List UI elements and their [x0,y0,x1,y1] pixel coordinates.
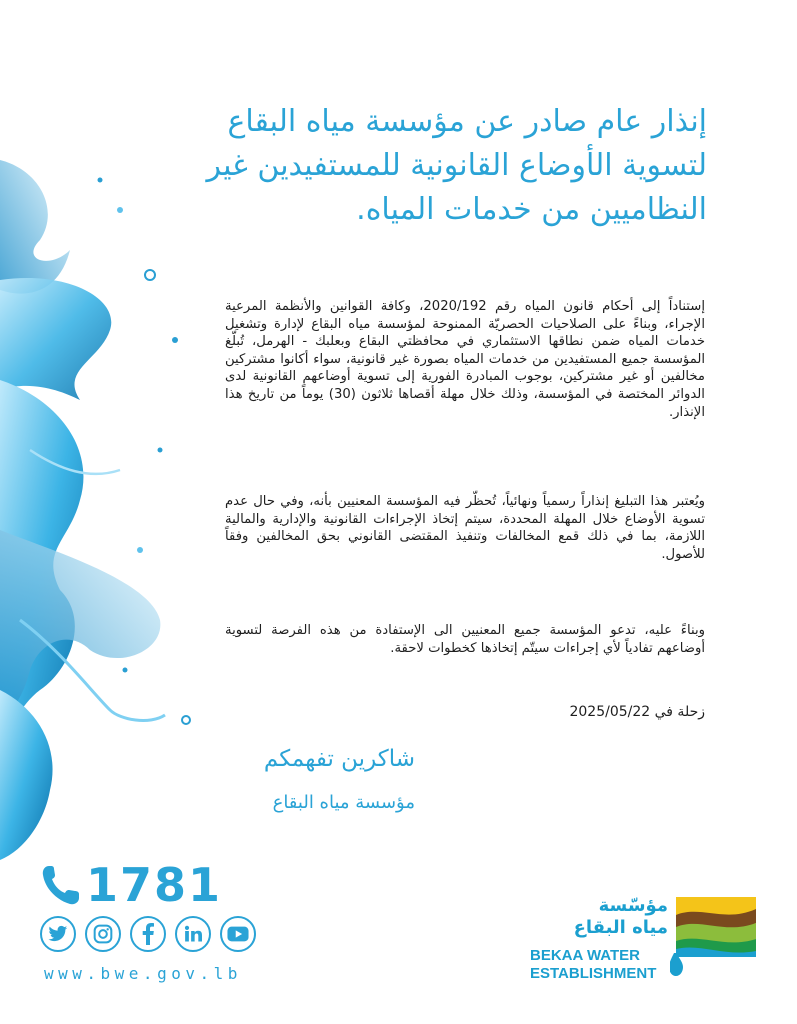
logo-english-line-1: BEKAA WATER [530,947,640,964]
logo-landscape-mark-icon [670,897,756,977]
logo-arabic-line-1: مؤسّسة [598,895,668,916]
bekaa-water-logo [528,895,758,990]
hotline-number: 1781 [86,858,223,912]
closing-organization: مؤسسة مياه البقاع [272,792,415,813]
logo-english-line-2: ESTABLISHMENT [530,965,657,982]
instagram-icon[interactable] [85,916,121,952]
phone-icon [40,863,82,907]
water-splash-image [0,150,200,870]
body-paragraph-3: وبناءً عليه، تدعو المؤسسة جميع المعنيين الى الإستفادة من هذه الفرصة لتسوية أوضاعهم تفادياً لأي إجراءات سيتّم إتخاذها كخطوات لاحقة. [225,623,705,656]
website-link[interactable]: www.bwe.gov.lb [44,964,242,983]
hotline[interactable] [40,858,222,912]
facebook-icon[interactable] [130,916,166,952]
logo-arabic-line-2: مياه البقاع [573,917,668,938]
closing-thanks: شاكرين تفهمكم [263,746,415,772]
body-paragraph-2: ويُعتبر هذا التبليغ إنذاراً رسمياً ونهائياً، تُحظّر فيه المؤسسة المعنيين بأنه، وفي حال عدم تسوية الأوضاع خلال المهلة المحددة، سيتم إتخاذ الإجراءات القانونية والإدارية والمالية اللازمة، بما في ذلك قمع المخالفات وتنفيذ المقتضى القانوني بحق المخالفين وفقاً للأصول. [225,494,705,562]
notice-title: إنذار عام صادر عن مؤسسة مياه البقاع لتسوية الأوضاع القانونية للمستفيدين غير النظاميين من خدمات المياه. [206,104,707,227]
linkedin-icon[interactable] [175,916,211,952]
social-links [40,916,256,952]
youtube-icon[interactable] [220,916,256,952]
date-line: زحلة في 2025/05/22 [569,704,705,720]
body-paragraph-1: إستناداً إلى أحكام قانون المياه رقم 2020/192، وكافة القوانين والأنظمة المرعية الإجراء، وبناءً على الصلاحيات الحصريّة الممنوحة لمؤسسة مياه البقاع لإدارة وتشغيل خدمات المياه ضمن نطاقها الاستثماري في محافظتي البقاع وبعلبك - الهرمل، تُبلّغ المؤسسة جميع المستفيدين من خدمات المياه بصورة غير قانونية، سواء أكانوا مشتركين مخالفين أو غير مشتركين، بوجوب المبادرة الفورية إلى تسوية أوضاعهم القانونية لدى الدوائر المختصة في المؤسسة، وذلك خلال مهلة أقصاها ثلاثون (30) يوماً من تاريخ هذا الإنذار. [225,299,705,420]
twitter-icon[interactable] [40,916,76,952]
